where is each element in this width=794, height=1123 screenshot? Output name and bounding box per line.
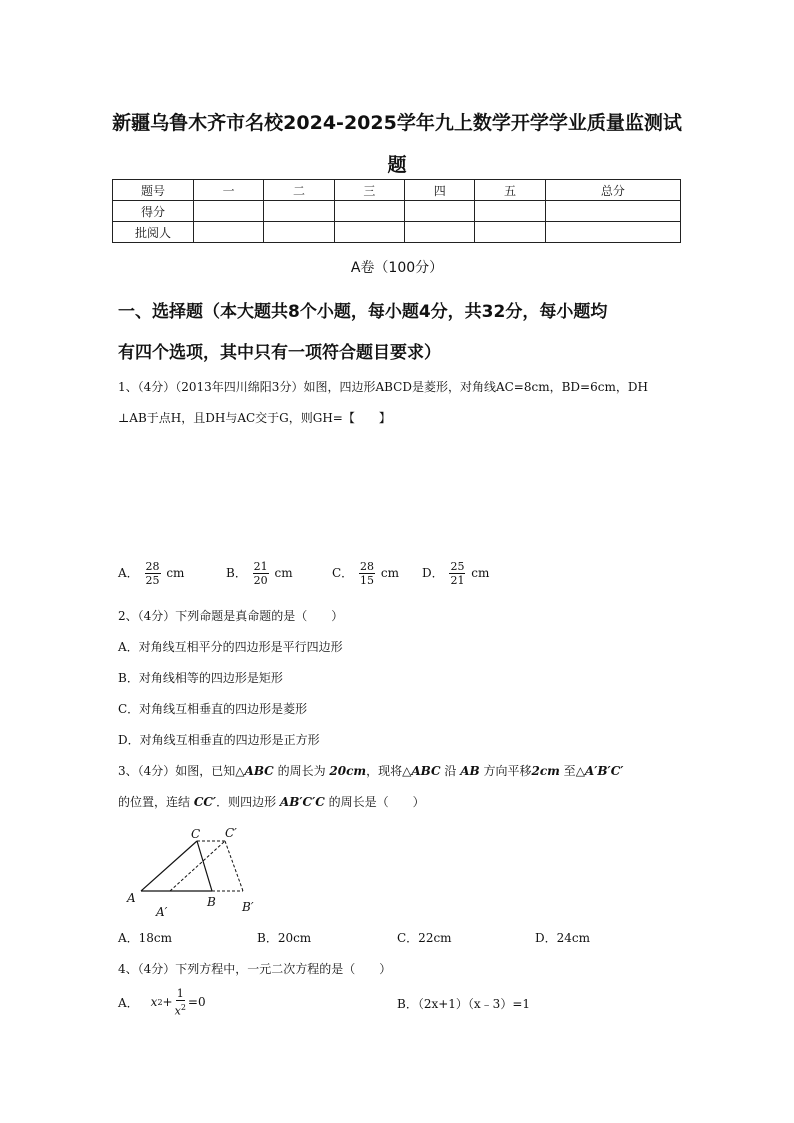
point-label-c-prime: C′ (225, 826, 237, 840)
question-1-option-b (226, 560, 293, 587)
score-table-header-cell: 五 (475, 180, 545, 201)
option-label: B． (226, 566, 247, 580)
fraction (449, 560, 465, 587)
fraction-denominator (175, 1001, 186, 1018)
option-unit: cm (471, 566, 490, 580)
question-1-stem-line1: 1、（4分）（2013年四川绵阳3分）如图，四边形ABCD是菱形，对角线AC=8cm，BD=6cm，DH (118, 380, 648, 394)
question-2-stem: 2、（4分）下列命题是真命题的是（ ） (118, 609, 344, 623)
score-cell (334, 201, 404, 222)
score-table-header-row (113, 180, 681, 201)
math-operator: + (162, 995, 173, 1010)
text-run: ，现将 (366, 764, 403, 778)
math-run: CC′ (193, 795, 217, 809)
question-3-option-a: A．18cm (118, 931, 173, 945)
segment-cb (197, 841, 212, 891)
fraction (175, 987, 186, 1018)
segment-a1c1 (170, 841, 225, 891)
question-3-stem-line1 (118, 762, 623, 779)
text-run: 3、（4分）如图，已知 (118, 764, 236, 778)
fraction-denominator: 21 (450, 574, 465, 587)
question-3-stem-line2 (118, 793, 425, 810)
fraction-numerator: 25 (450, 560, 465, 573)
math-variable: x (150, 995, 158, 1010)
fraction-denominator: 25 (145, 574, 160, 587)
question-4-option-a (118, 987, 206, 1018)
text-run: 方向平移 (479, 764, 532, 778)
fraction-denominator: 15 (360, 574, 375, 587)
question-2-option-b: B．对角线相等的四边形是矩形 (118, 671, 283, 685)
question-1-option-c (332, 560, 399, 587)
fraction-numerator: 28 (145, 560, 160, 573)
math-run: AB′C′C (279, 795, 325, 809)
question-4-option-b: B．（2x+1）（x﹣3）=1 (397, 997, 531, 1011)
segment-ac (141, 841, 197, 891)
question-2-option-c: C．对角线互相垂直的四边形是菱形 (118, 702, 308, 716)
text-run: 至 (559, 764, 576, 778)
question-3-option-d: D．24cm (535, 931, 590, 945)
math-run: 2cm (531, 764, 560, 778)
score-table (112, 179, 681, 243)
point-label-b-prime: B′ (242, 900, 254, 914)
math-run: △A′B′C′ (575, 764, 624, 778)
question-1-stem-line2: ⊥AB于点H，且DH与AC交于G，则GH=【 】 (118, 411, 391, 425)
score-cell (264, 222, 334, 243)
math-run: AB (460, 764, 480, 778)
score-cell (545, 201, 680, 222)
score-table-header-cell: 二 (264, 180, 334, 201)
point-label-a-prime: A′ (156, 905, 168, 919)
score-table-row (113, 201, 681, 222)
score-cell (405, 201, 475, 222)
segment-c1b1 (225, 841, 243, 891)
text-run: 的位置，连结 (118, 795, 194, 809)
math-variable: x (174, 1004, 181, 1018)
math-run: △ABC (402, 764, 441, 778)
option-label: D． (422, 566, 444, 580)
score-cell (194, 222, 264, 243)
point-label-a: A (127, 891, 136, 905)
fraction (253, 560, 269, 587)
score-table-header-cell: 题号 (113, 180, 194, 201)
fraction-denominator: 20 (253, 574, 268, 587)
fraction (359, 560, 375, 587)
option-label: A． (118, 566, 139, 580)
option-unit: cm (274, 566, 293, 580)
score-table-row (113, 222, 681, 243)
question-2-option-d: D．对角线互相垂直的四边形是正方形 (118, 733, 320, 747)
text-run: 的周长为 (273, 764, 330, 778)
math-exponent: 2 (157, 997, 163, 1007)
score-cell (264, 201, 334, 222)
question-1-option-a (118, 560, 184, 587)
option-unit: cm (166, 566, 185, 580)
score-table-header-cell: 一 (194, 180, 264, 201)
math-equals: =0 (187, 995, 206, 1010)
text-run: 沿 (440, 764, 461, 778)
score-cell (405, 222, 475, 243)
option-unit: cm (380, 566, 399, 580)
score-cell (334, 222, 404, 243)
fraction (145, 560, 161, 587)
question-3-option-c: C．22cm (397, 931, 452, 945)
option-label: A． (118, 995, 139, 1010)
score-table-header-cell: 三 (334, 180, 404, 201)
fraction-numerator: 28 (360, 560, 375, 573)
section-heading-line1: 一、选择题（本大题共8个小题，每小题4分，共32分，每小题均 (118, 302, 608, 322)
paper-section-label: A卷（100分） (350, 260, 444, 276)
section-heading-line2: 有四个选项，其中只有一项符合题目要求） (118, 343, 441, 363)
score-table-header-cell: 四 (405, 180, 475, 201)
score-table-header-cell: 总分 (545, 180, 680, 201)
score-cell (475, 201, 545, 222)
math-run: 20cm (329, 764, 367, 778)
math-run: △ABC (235, 764, 274, 778)
score-cell (545, 222, 680, 243)
score-table-row-label: 批阅人 (113, 222, 194, 243)
point-label-c: C (191, 827, 201, 841)
question-4-stem: 4、（4分）下列方程中，一元二次方程的是（ ） (118, 962, 392, 976)
document-title-line2: 题 (387, 154, 407, 176)
score-table-row-label: 得分 (113, 201, 194, 222)
score-cell (475, 222, 545, 243)
translation-triangle-figure (118, 820, 268, 920)
question-3-option-b: B．20cm (257, 931, 312, 945)
question-2-option-a: A．对角线互相平分的四边形是平行四边形 (118, 640, 343, 654)
text-run: ．则四边形 (216, 795, 280, 809)
math-exponent: 2 (180, 1003, 186, 1012)
text-run: 的周长是（ ） (324, 795, 425, 809)
option-label: C． (332, 566, 354, 580)
point-label-b: B (207, 895, 216, 909)
fraction-numerator: 21 (253, 560, 268, 573)
fraction-numerator: 1 (176, 987, 184, 1000)
question-1-option-d (422, 560, 489, 587)
score-cell (194, 201, 264, 222)
document-title-line1: 新疆乌鲁木齐市名校2024-2025学年九上数学开学学业质量监测试 (112, 112, 682, 134)
